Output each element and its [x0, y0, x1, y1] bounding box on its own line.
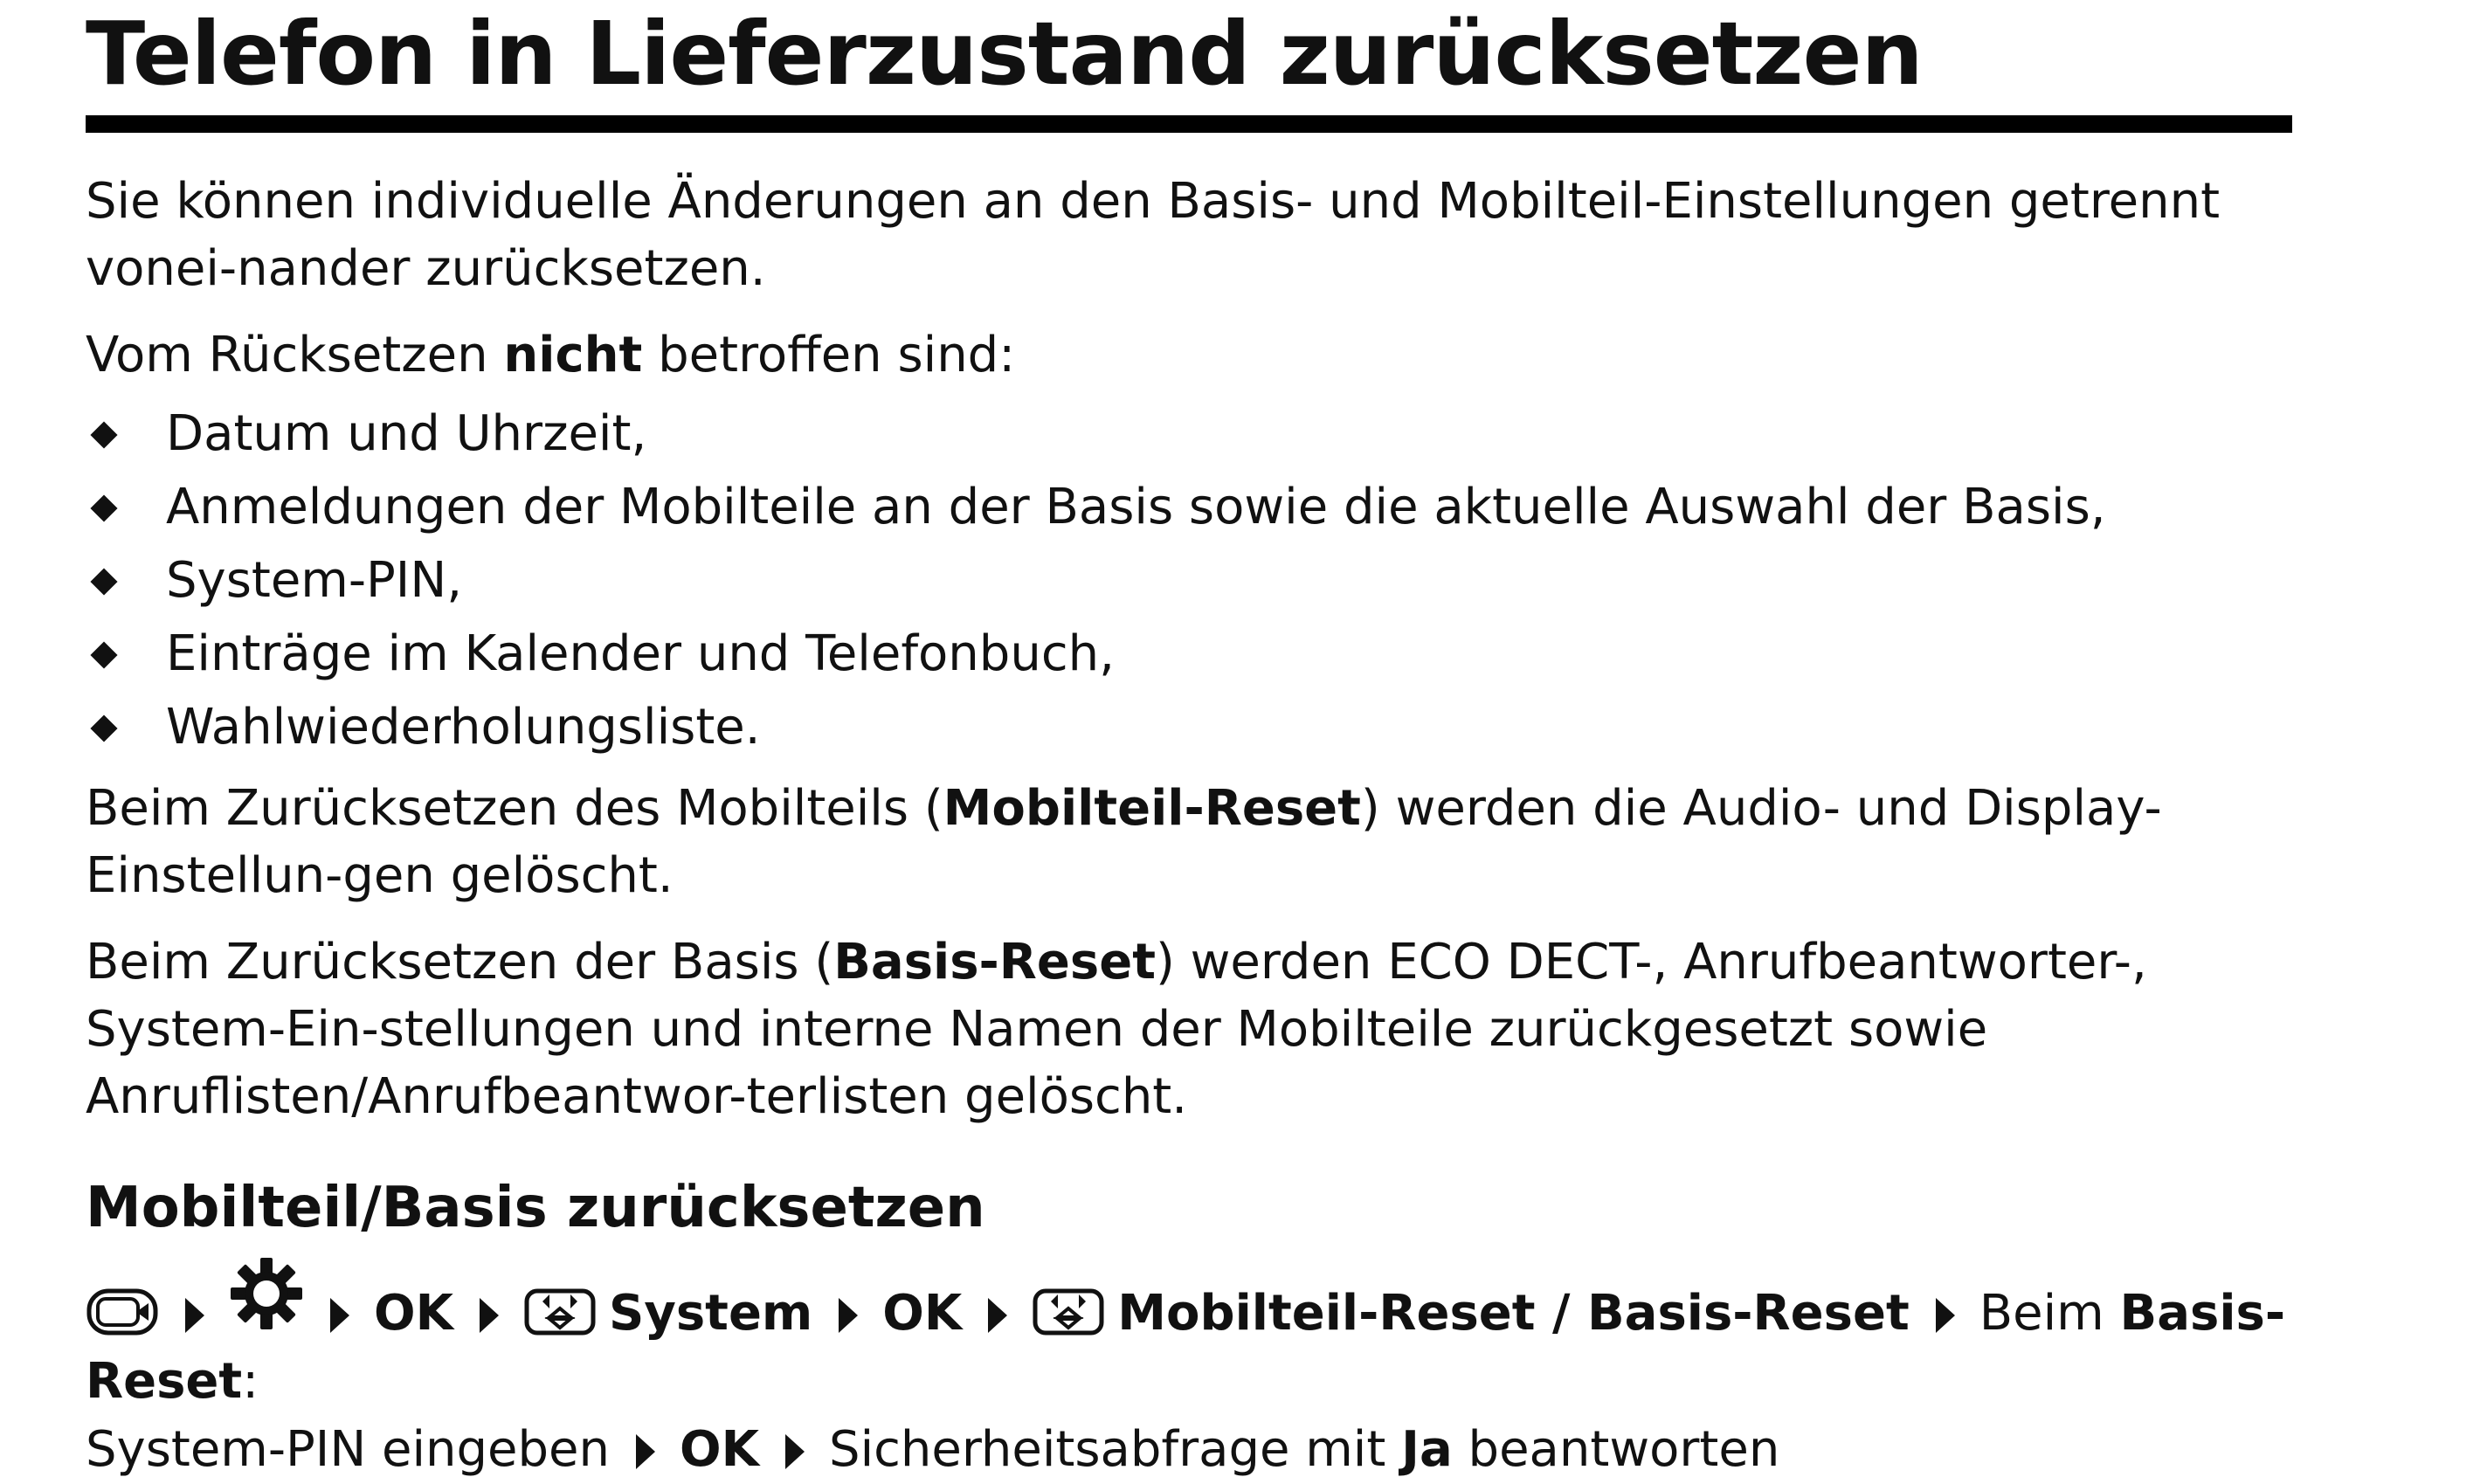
- triangle-right-icon: [636, 1434, 655, 1469]
- list-item: [86, 397, 2292, 471]
- procedure-steps: [86, 1256, 2292, 1484]
- mobilteil-reset-paragraph: [86, 775, 2292, 909]
- diamond-bullet-icon: [90, 494, 117, 521]
- step-system: System: [609, 1285, 813, 1342]
- step-colon: :: [242, 1353, 259, 1410]
- step-ok: OK: [374, 1285, 453, 1342]
- diamond-bullet-icon: [90, 714, 117, 742]
- not-affected-prefix: Vom Rücksetzen: [86, 327, 504, 383]
- list-item-text: Wahlwiederholungsliste.: [166, 699, 761, 756]
- list-item: [86, 544, 2292, 618]
- triangle-right-icon: [185, 1298, 204, 1333]
- triangle-right-icon: [839, 1298, 858, 1333]
- manual-page: [86, 0, 2292, 1484]
- not-affected-suffix: betroffen sind:: [642, 327, 1016, 383]
- step-reset-options: Mobilteil-Reset / Basis-Reset: [1117, 1285, 1910, 1342]
- triangle-right-icon: [330, 1298, 349, 1333]
- triangle-right-icon: [480, 1298, 499, 1333]
- step-ok: OK: [680, 1421, 760, 1478]
- triangle-right-icon: [785, 1434, 805, 1469]
- list-item-text: Anmeldungen der Mobilteile an der Basis sowie die aktuelle Auswahl der Basis,: [166, 479, 2106, 535]
- step-basis-reset: Basis-Reset: [86, 1285, 2286, 1410]
- mobilteil-reset-prefix: Beim Zurücksetzen des Mobilteils (: [86, 780, 943, 837]
- not-affected-paragraph: [86, 321, 2292, 389]
- list-item: [86, 618, 2292, 691]
- navigation-key-icon: [523, 1286, 597, 1338]
- triangle-right-icon: [988, 1298, 1007, 1333]
- step-ok: OK: [882, 1285, 963, 1342]
- diamond-bullet-icon: [90, 641, 117, 668]
- list-item-text: Einträge im Kalender und Telefonbuch,: [166, 625, 1115, 682]
- basis-reset-suffix: ) werden ECO DECT-, Anrufbeantworter-, System-Ein-stellungen und interne Namen der Mobilteile zurückgesetzt sowie Anruflisten/Anrufbeantwor-terlisten gelöscht.: [86, 934, 2147, 1125]
- diamond-bullet-icon: [90, 568, 117, 595]
- intro-paragraph: [86, 168, 2292, 302]
- mobilteil-reset-suffix: ) werden die Audio- und Display-Einstellun-gen gelöscht.: [86, 780, 2162, 904]
- title-rule: [86, 115, 2292, 133]
- gear-icon: [229, 1256, 304, 1331]
- basis-reset-paragraph: [86, 928, 2292, 1130]
- step-pin-text: System-PIN eingeben: [86, 1421, 611, 1478]
- page-title: Telefon in Lieferzustand zurücksetzen: [86, 3, 1923, 105]
- step-confirm-suffix: beantworten: [1452, 1421, 1780, 1478]
- triangle-right-icon: [1936, 1298, 1955, 1333]
- list-item-text: System-PIN,: [166, 552, 463, 609]
- list-item: [86, 691, 2292, 764]
- step-confirm-prefix: Sicherheitsabfrage mit: [829, 1421, 1402, 1478]
- intro-text: Sie können individuelle Änderungen an den Basis- und Mobilteil-Einstellungen getrennt vonei-nander zurücksetzen.: [86, 173, 2221, 297]
- step-beim: Beim: [1979, 1285, 2120, 1342]
- diamond-bullet-icon: [90, 421, 117, 448]
- basis-reset-prefix: Beim Zurücksetzen der Basis (: [86, 934, 834, 990]
- section-title: Mobilteil/Basis zurücksetzen: [86, 1176, 985, 1240]
- not-affected-bold: nicht: [503, 327, 643, 383]
- mobilteil-reset-bold: Mobilteil-Reset: [943, 780, 1361, 837]
- not-affected-list: [86, 397, 2292, 764]
- menu-key-icon: [86, 1286, 159, 1338]
- step-confirm-bold: Ja: [1401, 1421, 1453, 1478]
- list-item: [86, 471, 2292, 544]
- basis-reset-bold: Basis-Reset: [833, 934, 1156, 990]
- list-item-text: Datum und Uhrzeit,: [166, 405, 647, 462]
- navigation-key-icon: [1032, 1286, 1105, 1338]
